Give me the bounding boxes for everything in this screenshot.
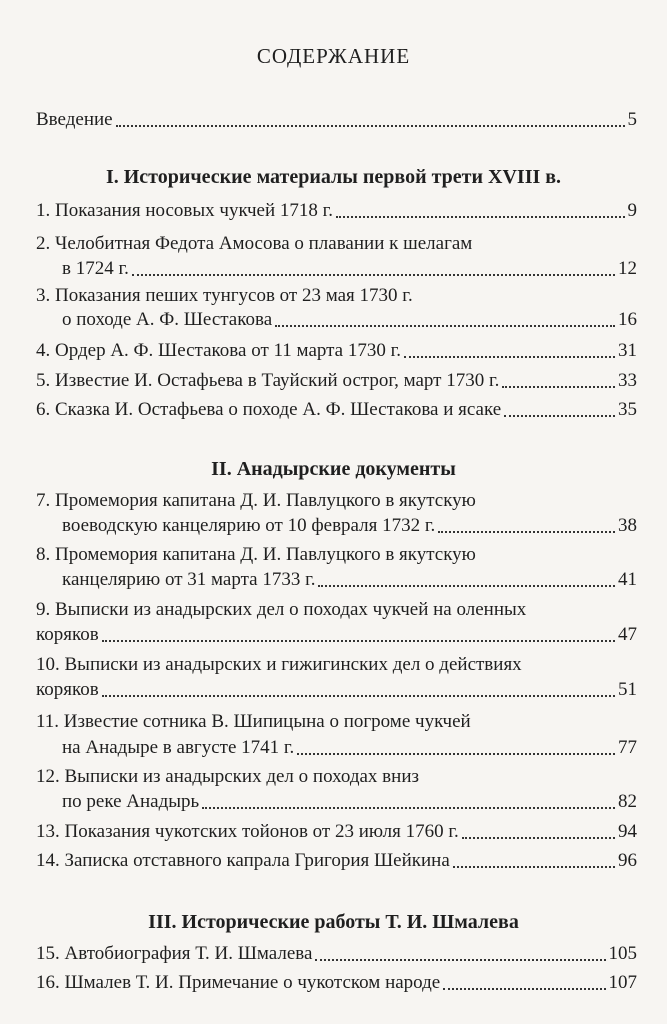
page-number: 105 — [608, 943, 637, 964]
entry-text: о походе А. Ф. Шестакова — [62, 309, 273, 330]
entry-text: 4. Ордер А. Ф. Шестакова от 11 марта 1730 г. — [36, 340, 401, 361]
leader-dots — [502, 386, 615, 388]
toc-entry-11[interactable] — [62, 735, 637, 761]
entry-text: 15. Автобиография Т. И. Шмалева — [36, 943, 313, 964]
entry-text: на Анадыре в августе 1741 г. — [62, 737, 295, 758]
leader-dots — [453, 866, 615, 868]
toc-entry-intro[interactable] — [36, 107, 637, 133]
entry-text: в 1724 г. — [62, 258, 129, 279]
entry-text: 1. Показания носовых чукчей 1718 г. — [36, 200, 334, 221]
page-number: 38 — [618, 515, 637, 536]
page-number: 51 — [618, 679, 637, 700]
leader-dots — [102, 640, 615, 642]
leader-dots — [443, 988, 605, 990]
toc-entry-4[interactable] — [36, 338, 637, 364]
toc-entry-7-line1[interactable]: 7. Промемория капитана Д. И. Павлуцкого в якутскую — [36, 490, 476, 511]
section-heading-1: I. Исторические материалы первой трети XVIII в. — [105, 166, 562, 188]
entry-text: канцелярию от 31 марта 1733 г. — [62, 569, 316, 590]
toc-entry-7[interactable] — [62, 513, 637, 539]
leader-dots — [404, 356, 615, 358]
section-heading-2: II. Анадырские документы — [211, 458, 456, 480]
toc-entry-10[interactable] — [36, 677, 637, 703]
leader-dots — [116, 125, 625, 127]
entry-text: Введение — [36, 109, 113, 130]
toc-entry-9[interactable] — [36, 622, 637, 648]
toc-entry-12-line1[interactable]: 12. Выписки из анадырских дел о походах вниз — [36, 766, 419, 787]
toc-entry-9-line1[interactable]: 9. Выписки из анадырских дел о походах чукчей на оленных — [36, 599, 527, 620]
entry-text: по реке Анадырь — [62, 791, 200, 812]
page-number: 31 — [618, 340, 637, 361]
toc-entry-10-line1[interactable]: 10. Выписки из анадырских и гижигинских дел о действиях — [36, 654, 522, 675]
toc-entry-15[interactable] — [36, 941, 637, 967]
page-number: 47 — [618, 624, 637, 645]
page-number: 82 — [618, 791, 637, 812]
leader-dots — [318, 585, 615, 587]
page-number: 5 — [627, 109, 637, 130]
page-number: 77 — [618, 737, 637, 758]
leader-dots — [336, 216, 624, 218]
toc-entry-1[interactable] — [36, 198, 637, 224]
toc-entry-3[interactable] — [62, 307, 637, 333]
page-number: 35 — [618, 399, 637, 420]
leader-dots — [315, 959, 605, 961]
toc-entry-6[interactable] — [36, 397, 637, 423]
toc-entry-16[interactable] — [36, 970, 637, 996]
entry-text: 6. Сказка И. Остафьева о походе А. Ф. Шестакова и ясаке — [36, 399, 502, 420]
leader-dots — [132, 274, 615, 276]
toc-entry-5[interactable] — [36, 368, 637, 394]
toc-entry-11-line1[interactable]: 11. Известие сотника В. Шипицына о погроме чукчей — [36, 711, 471, 732]
leader-dots — [275, 325, 615, 327]
leader-dots — [462, 837, 615, 839]
page-title: СОДЕРЖАНИЕ — [256, 44, 411, 68]
leader-dots — [438, 531, 615, 533]
entry-text: воеводскую канцелярию от 10 февраля 1732 г. — [62, 515, 436, 536]
leader-dots — [102, 695, 615, 697]
page-number: 41 — [618, 569, 637, 590]
leader-dots — [504, 415, 615, 417]
page-number: 12 — [618, 258, 637, 279]
toc-entry-2[interactable] — [62, 256, 637, 282]
toc-entry-14[interactable] — [36, 848, 637, 874]
page-number: 96 — [618, 850, 637, 871]
entry-text: коряков — [36, 679, 99, 700]
entry-text: коряков — [36, 624, 99, 645]
page-number: 9 — [627, 200, 637, 221]
section-heading-3: III. Исторические работы Т. И. Шмалева — [148, 911, 519, 933]
page-number: 16 — [618, 309, 637, 330]
entry-text: 16. Шмалев Т. И. Примечание о чукотском народе — [36, 972, 441, 993]
page-number: 33 — [618, 370, 637, 391]
entry-text: 13. Показания чукотских тойонов от 23 июля 1760 г. — [36, 821, 459, 842]
toc-entry-13[interactable] — [36, 819, 637, 845]
toc-entry-2-line1[interactable]: 2. Челобитная Федота Амосова о плавании к шелагам — [36, 233, 473, 254]
leader-dots — [297, 753, 615, 755]
entry-text: 14. Записка отставного капрала Григория Шейкина — [36, 850, 450, 871]
toc-entry-8-line1[interactable]: 8. Промемория капитана Д. И. Павлуцкого в якутскую — [36, 544, 476, 565]
toc-entry-3-line1[interactable]: 3. Показания пеших тунгусов от 23 мая 1730 г. — [36, 285, 413, 306]
page-number: 94 — [618, 821, 637, 842]
page-number: 107 — [608, 972, 637, 993]
toc-entry-12[interactable] — [62, 789, 637, 815]
entry-text: 5. Известие И. Остафьева в Тауйский острог, март 1730 г. — [36, 370, 500, 391]
leader-dots — [202, 807, 615, 809]
toc-entry-8[interactable] — [62, 567, 637, 593]
